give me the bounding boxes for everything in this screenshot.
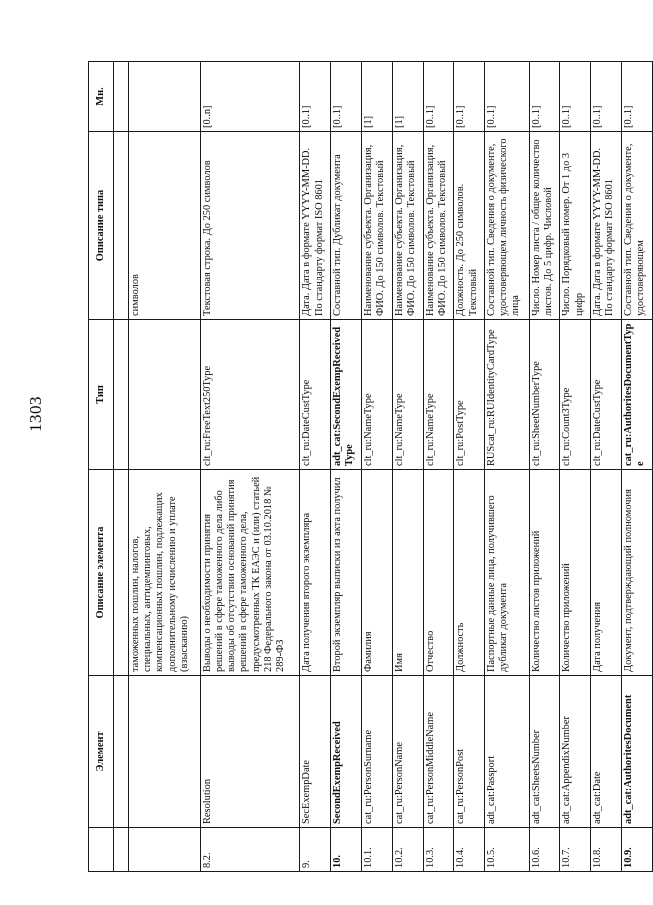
multiplicity: [0..1] xyxy=(454,62,485,132)
table-header-subrow xyxy=(114,62,129,872)
table-row xyxy=(300,62,331,872)
multiplicity: [1] xyxy=(361,62,392,132)
element-description: Имя xyxy=(392,470,423,676)
header-num xyxy=(89,828,114,872)
multiplicity: [0..n] xyxy=(200,62,299,132)
table-header-row xyxy=(89,62,114,872)
multiplicity xyxy=(129,62,201,132)
row-number: 10.5. xyxy=(485,828,530,872)
element-description: Количество приложений xyxy=(560,470,591,676)
type-name: adt_cat:SecondExempReceivedType xyxy=(331,320,362,470)
row-number xyxy=(129,828,201,872)
multiplicity: [0..1] xyxy=(331,62,362,132)
table-row xyxy=(392,62,423,872)
type-name: clt_ru:SheetNumberType xyxy=(529,320,560,470)
type-description: Должность. До 250 символов. Текстовый xyxy=(454,132,485,320)
element-name: cat_ru:PersonSurname xyxy=(361,676,392,828)
row-number: 10.6. xyxy=(529,828,560,872)
table-row xyxy=(560,62,591,872)
header-type-description: Описание типа xyxy=(89,132,114,320)
type-description: Наименование субъекта. Организация, ФИО. До 150 символов. Текстовый xyxy=(392,132,423,320)
multiplicity: [0..1] xyxy=(529,62,560,132)
type-description: Составной тип. Сведения о документе, удостоверяющем личность физического лица xyxy=(485,132,530,320)
element-name: adt_cat:Date xyxy=(591,676,622,828)
type-name: clt_ru:FreeText250Type xyxy=(200,320,299,470)
element-description: Выводы о необходимости принятия решений в сфере таможенного дела либо выводы об отсутствии оснований принятия решений в сфере таможенного дела, предусмотренных ТК ЕАЭС и (или) статьей 218 Федерального закона от 03.10.2018 № 289-ФЗ xyxy=(200,470,299,676)
row-number: 9. xyxy=(300,828,331,872)
element-description: Должность xyxy=(454,470,485,676)
row-number: 10. xyxy=(331,828,362,872)
multiplicity: [0..1] xyxy=(591,62,622,132)
row-number: 10.3. xyxy=(423,828,454,872)
row-number: 10.7. xyxy=(560,828,591,872)
element-description: Документ, подтверждающий полномочия xyxy=(622,470,653,676)
type-description: Составной тип. Сведения о документе, удостоверяющем xyxy=(622,132,653,320)
element-name: adt_cat:AuthoritesDocument xyxy=(622,676,653,828)
table-row xyxy=(200,62,299,872)
element-name: Resolution xyxy=(200,676,299,828)
table-row xyxy=(129,62,201,872)
table-row xyxy=(454,62,485,872)
element-name: cat_ru:PersonMiddleName xyxy=(423,676,454,828)
table-row xyxy=(485,62,530,872)
header-subcell xyxy=(114,132,129,320)
type-name: clt_ru:DateCustType xyxy=(300,320,331,470)
multiplicity: [0..1] xyxy=(560,62,591,132)
header-element-description: Описание элемента xyxy=(89,470,114,676)
type-description: Число. Порядковый номер. От 1 до 3 цифр xyxy=(560,132,591,320)
row-number: 10.1. xyxy=(361,828,392,872)
type-description: Дата. Дата в формате YYYY-MM-DD. По стандарту формат ISO 8601 xyxy=(591,132,622,320)
multiplicity: [1] xyxy=(392,62,423,132)
multiplicity: [0..1] xyxy=(300,62,331,132)
element-description: Дата получения второго экземпляра xyxy=(300,470,331,676)
type-name: clt_ru:NameType xyxy=(392,320,423,470)
type-name: cat_ru:AuthoritesDocumentType xyxy=(622,320,653,470)
table-row xyxy=(622,62,653,872)
table-row xyxy=(331,62,362,872)
page-number: 1303 xyxy=(26,396,45,432)
multiplicity: [0..1] xyxy=(485,62,530,132)
header-subcell xyxy=(114,62,129,132)
header-subcell xyxy=(114,828,129,872)
header-subcell xyxy=(114,676,129,828)
header-type: Тип xyxy=(89,320,114,470)
row-number: 10.9. xyxy=(622,828,653,872)
type-description: Текстовая строка. До 250 символов xyxy=(200,132,299,320)
table-row xyxy=(591,62,622,872)
row-number: 10.4. xyxy=(454,828,485,872)
type-name: clt_ru:DateCustType xyxy=(591,320,622,470)
element-description-table xyxy=(88,61,653,872)
table-row xyxy=(423,62,454,872)
type-description: Наименование субъекта. Организация, ФИО. До 150 символов. Текстовый xyxy=(423,132,454,320)
element-description: Паспортные данные лица, получившего дубликат документа xyxy=(485,470,530,676)
type-description: Число. Номер листа / общее количество листов. До 5 цифр. Числовой xyxy=(529,132,560,320)
element-name: adt_cat:AppendixNumber xyxy=(560,676,591,828)
element-name: cat_ru:PersonName xyxy=(392,676,423,828)
header-subcell xyxy=(114,470,129,676)
type-description: Дата. Дата в формате YYYY-MM-DD. По стандарту формат ISO 8601 xyxy=(300,132,331,320)
element-description: Отчество xyxy=(423,470,454,676)
type-description: Составной тип. Дубликат документа xyxy=(331,132,362,320)
type-name: clt_ru:Count3Type xyxy=(560,320,591,470)
element-description: Дата получения xyxy=(591,470,622,676)
type-description: Наименование субъекта. Организация, ФИО. До 150 символов. Текстовый xyxy=(361,132,392,320)
table-row xyxy=(361,62,392,872)
element-description: Фамилия xyxy=(361,470,392,676)
type-name: RUScat_ru:RUIdentityCardType xyxy=(485,320,530,470)
rotated-page-content xyxy=(88,62,653,872)
type-name: clt_ru:PostType xyxy=(454,320,485,470)
table-row xyxy=(529,62,560,872)
header-element: Элемент xyxy=(89,676,114,828)
header-multiplicity: Мн. xyxy=(89,62,114,132)
multiplicity: [0..1] xyxy=(622,62,653,132)
element-name: cat_ru:PersonPost xyxy=(454,676,485,828)
element-name: adt_cat:SheetsNumber xyxy=(529,676,560,828)
row-number: 10.8. xyxy=(591,828,622,872)
row-number: 8.2. xyxy=(200,828,299,872)
element-description: таможенных пошлин, налогов, специальных, антидемпинговых, компенсационных пошлин, подлежащих дополнительному исчислению и уплате (взысканию) xyxy=(129,470,201,676)
row-number: 10.2. xyxy=(392,828,423,872)
element-name: adt_cat:Passport xyxy=(485,676,530,828)
type-name: clt_ru:NameType xyxy=(361,320,392,470)
element-description: Количество листов приложений xyxy=(529,470,560,676)
multiplicity: [0..1] xyxy=(423,62,454,132)
element-name xyxy=(129,676,201,828)
element-name: SecondExempReceived xyxy=(331,676,362,828)
type-description: символов xyxy=(129,132,201,320)
element-name: SecExempDate xyxy=(300,676,331,828)
header-subcell xyxy=(114,320,129,470)
type-name: clt_ru:NameType xyxy=(423,320,454,470)
element-description: Второй экземпляр выписки из акта получил xyxy=(331,470,362,676)
type-name xyxy=(129,320,201,470)
table-body xyxy=(129,62,653,872)
